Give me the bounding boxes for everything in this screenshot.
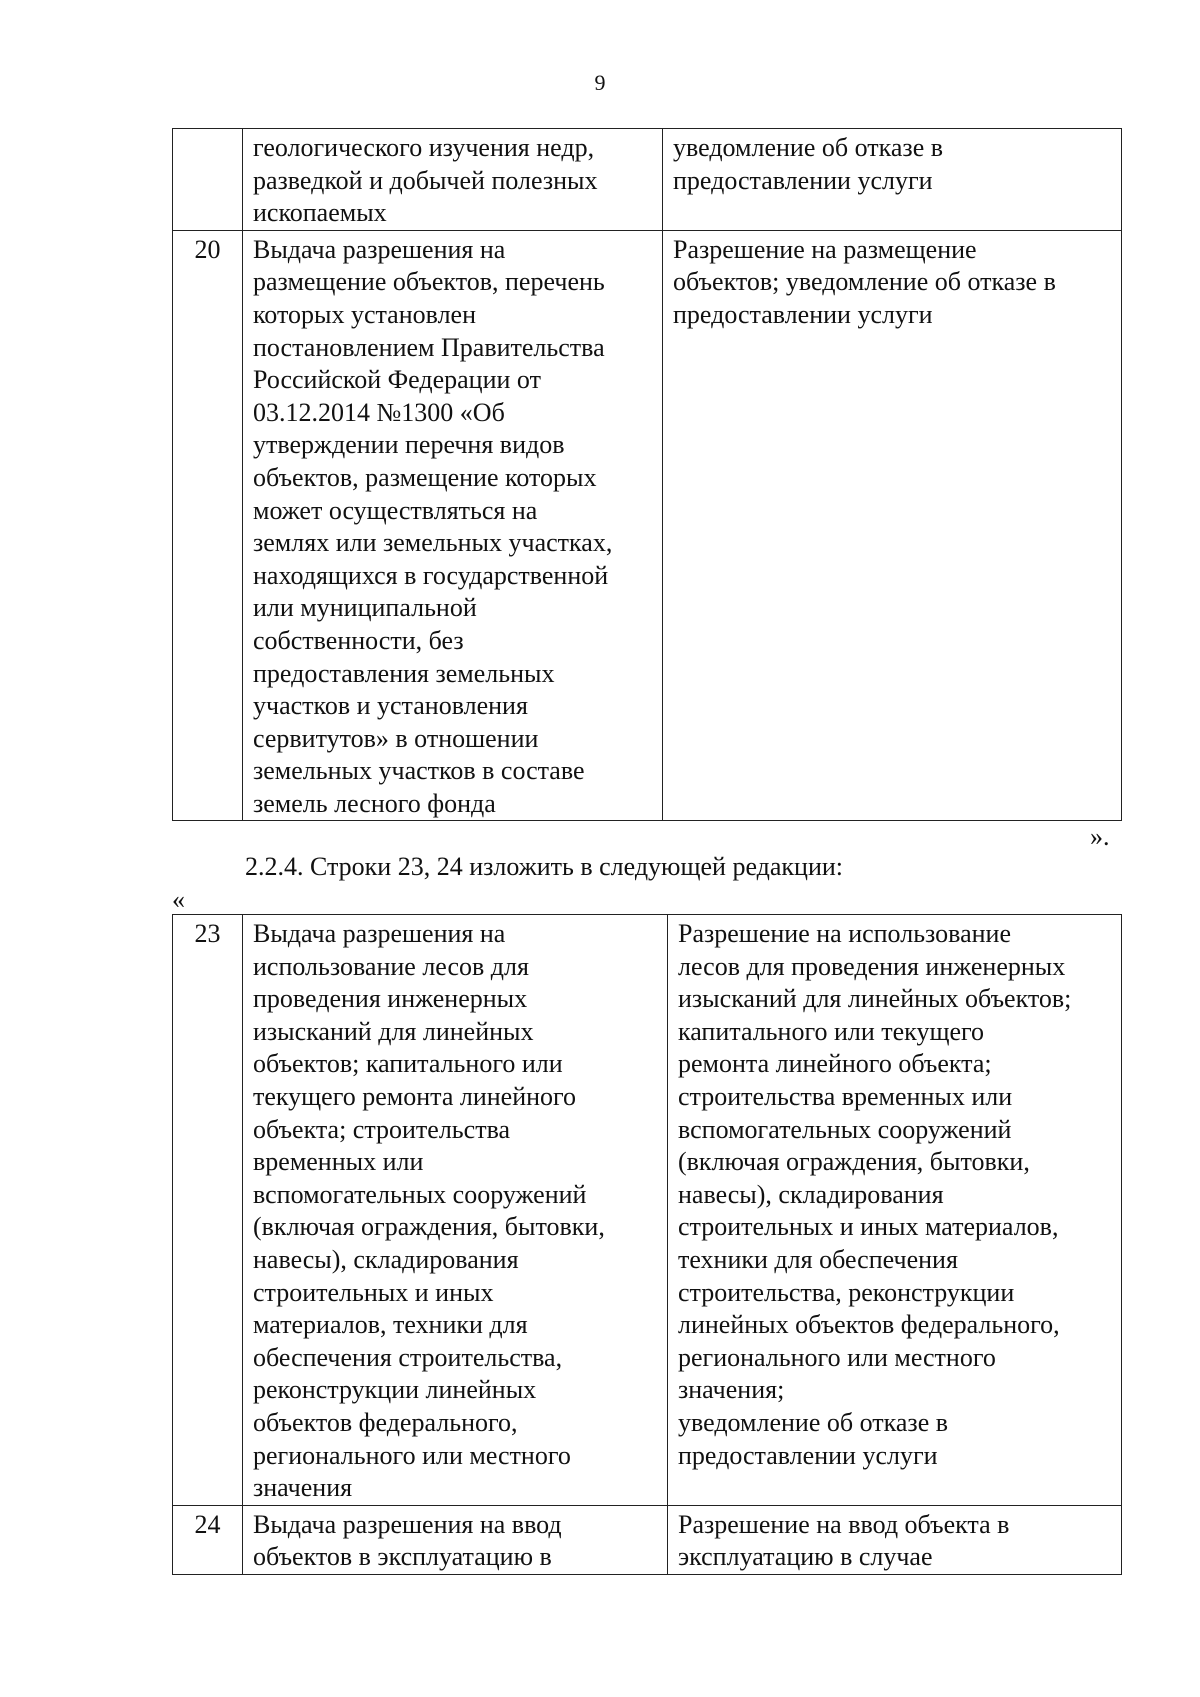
page-number: 9 <box>594 70 606 95</box>
service-result-cell: Разрешение на ввод объекта в эксплуатацию в случае <box>668 1505 1122 1574</box>
service-description-cell: геологического изучения недр, разведкой и добычей полезных ископаемых <box>243 129 663 231</box>
table-row <box>173 915 1122 1506</box>
row-number-cell <box>173 129 243 231</box>
table-row <box>173 230 1122 821</box>
row-number-cell: 20 <box>173 230 243 821</box>
closing-quote: ». <box>1090 822 1110 851</box>
services-table-continued <box>172 128 1122 821</box>
row-number-cell: 24 <box>173 1505 243 1574</box>
table-row <box>173 1505 1122 1574</box>
service-result-cell: уведомление об отказе в предоставлении услуги <box>663 129 1122 231</box>
service-result-cell: Разрешение на размещение объектов; уведомление об отказе в предоставлении услуги <box>663 230 1122 821</box>
row-number-cell: 23 <box>173 915 243 1506</box>
service-description-cell: Выдача разрешения на ввод объектов в эксплуатацию в <box>243 1505 668 1574</box>
amendment-instruction: 2.2.4. Строки 23, 24 изложить в следующей редакции: <box>245 852 844 881</box>
opening-quote: « <box>172 885 185 914</box>
service-description-cell: Выдача разрешения на использование лесов для проведения инженерных изысканий для линейных объектов; капитального или текущего ремонта линейного объекта; строительства временных или вспомогательных сооружений (включая ограждения, бытовки, навесы), складирования строительных и иных материалов, техники для обеспечения строительства, реконструкции линейных объектов федерального, регионального или местного значения <box>243 915 668 1506</box>
service-result-cell: Разрешение на использование лесов для проведения инженерных изысканий для линейных объектов; капитального или текущего ремонта линейного объекта; строительства временных или вспомогательных сооружений (включая ограждения, бытовки, навесы), складирования строительных и иных материалов, техники для обеспечения строительства, реконструкции линейных объектов федерального, регионального или местного значения; уведомление об отказе в предоставлении услуги <box>668 915 1122 1506</box>
service-description-cell: Выдача разрешения на размещение объектов, перечень которых установлен постановлением Правительства Российской Федерации от 03.12.2014 №1300 «Об утверждении перечня видов объектов, размещение которых может осуществляться на землях или земельных участках, находящихся в государственной или муниципальной собственности, без предоставления земельных участков и установления сервитутов» в отношении земельных участков в составе земель лесного фонда <box>243 230 663 821</box>
table-row <box>173 129 1122 231</box>
services-table-amended <box>172 914 1122 1575</box>
